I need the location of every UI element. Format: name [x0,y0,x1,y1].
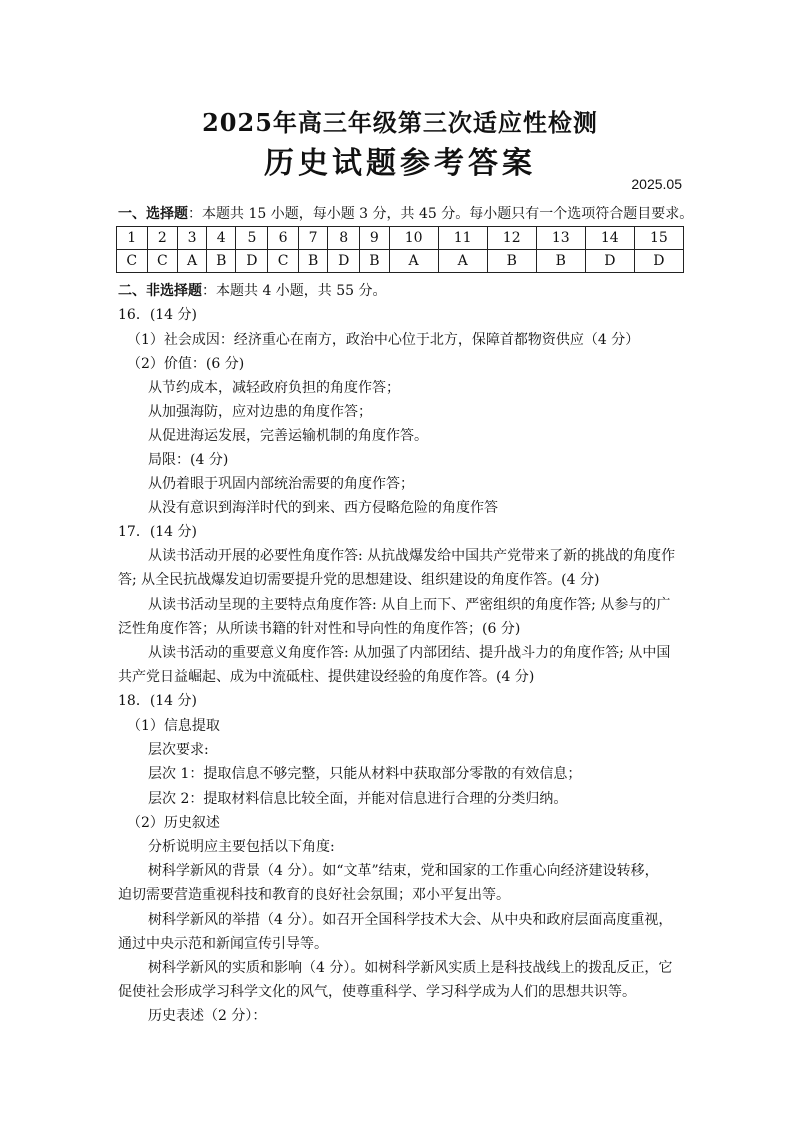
q18-level2: 层次 2：提取材料信息比较全面，并能对信息进行合理的分类归纳。 [148,791,568,807]
q18-heading: 18．(14 分) [118,693,198,709]
section1-desc: ：本题共 15 小题，每小题 3 分，共 45 分。每小题只有一个选项符合题目要求。 [188,206,694,222]
q18-level-requirements: 层次要求: [148,742,209,758]
question-number: 6 [268,227,299,250]
question-number: 4 [207,227,236,250]
q16-part2-label: （2）价值：(6 分) [127,356,245,372]
answer-cell: D [634,250,683,273]
answer-cell: A [178,250,207,273]
q18-impact-line1: 树科学新风的实质和影响（4 分）。如树科学新风实质上是科技战线上的拨乱反正，它 [148,960,673,976]
answer-table-number-row [117,227,684,250]
document-subtitle: 历史试题参考答案 [264,146,536,181]
section2-heading [118,281,387,301]
q16-part1: （1）社会成因：经济重心在南方，政治中心位于北方，保障首都物资供应（4 分） [127,332,640,348]
answer-table-answer-row [117,250,684,273]
q18-background-line2: 迫切需要营造重视科技和教育的良好社会氛围；邓小平复出等。 [118,887,510,903]
question-number: 10 [389,227,438,250]
q16-heading: 16．(14 分) [118,307,198,323]
section1-label: 一、选择题 [118,206,188,222]
q17-heading: 17．(14 分) [118,524,198,540]
q16-limit-label: 局限：(4 分) [148,452,229,468]
answer-cell: D [328,250,360,273]
answer-cell: C [268,250,299,273]
section1-heading [118,204,693,224]
question-number: 15 [634,227,683,250]
document-date: 2025.05 [631,176,682,192]
question-number: 9 [360,227,389,250]
q18-level1: 层次 1：提取信息不够完整，只能从材料中获取部分零散的有效信息； [148,766,582,782]
document-title: 2025年高三年级第三次适应性检测 [202,108,598,137]
q18-background-line1: 树科学新风的背景（4 分）。如“文革”结束，党和国家的工作重心向经济建设转移， [148,863,659,879]
q17-paragraph1-line1: 从读书活动开展的必要性角度作答: 从抗战爆发给中国共产党带来了新的挑战的角度作 [148,548,676,564]
q18-analysis-intro: 分析说明应主要包括以下角度: [148,839,335,855]
answer-cell: D [585,250,634,273]
q16-value-point: 从促进海运发展，完善运输机制的角度作答。 [148,428,428,444]
q18-measures-line1: 树科学新风的举措（4 分）。如召开全国科学技术大会、从中央和政府层面高度重视， [148,912,673,928]
question-number: 11 [438,227,487,250]
q17-paragraph3-line2: 共产党日益崛起、成为中流砥柱、提供建设经验的角度作答。(4 分) [118,669,535,685]
q18-impact-line2: 促使社会形成学习科学文化的风气，使尊重科学、学习科学成为人们的思想共识等。 [118,984,636,1000]
question-number: 14 [585,227,634,250]
question-number: 7 [298,227,327,250]
question-number: 8 [328,227,360,250]
section2-label: 二、非选择题 [118,283,202,299]
q18-expression-label: 历史表述（2 分）： [148,1008,267,1024]
q16-value-point: 从节约成本，减轻政府负担的角度作答； [148,380,400,396]
answer-cell: C [117,250,148,273]
answer-table [116,226,684,273]
answer-cell: A [438,250,487,273]
question-number: 12 [487,227,536,250]
question-number: 13 [536,227,585,250]
q18-measures-line2: 通过中央示范和新闻宣传引导等。 [118,936,328,952]
answer-cell: B [536,250,585,273]
question-number: 2 [147,227,178,250]
q16-limit-point: 从仍着眼于巩固内部统治需要的角度作答； [148,476,414,492]
answer-cell: B [298,250,327,273]
q18-part2-label: （2）历史叙述 [127,815,220,831]
answer-cell: D [236,250,268,273]
q17-paragraph2-line1: 从读书活动呈现的主要特点角度作答: 从自上而下、严密组织的角度作答; 从参与的广 [148,597,671,613]
section2-desc: ：本题共 4 小题，共 55 分。 [202,283,387,299]
question-number: 1 [117,227,148,250]
q16-limit-point: 从没有意识到海洋时代的到来、西方侵略危险的角度作答 [148,500,498,516]
q17-paragraph3-line1: 从读书活动的重要意义角度作答: 从加强了内部团结、提升战斗力的角度作答; 从中国 [148,645,671,661]
answer-cell: C [147,250,178,273]
answer-cell: A [389,250,438,273]
question-number: 3 [178,227,207,250]
q16-value-point: 从加强海防，应对边患的角度作答； [148,404,372,420]
q18-part1-label: （1）信息提取 [127,718,220,734]
answer-cell: B [360,250,389,273]
answer-cell: B [207,250,236,273]
q17-paragraph1-line2: 答; 从全民抗战爆发迫切需要提升党的思想建设、组织建设的角度作答。(4 分) [118,572,600,588]
q17-paragraph2-line2: 泛性角度作答；从所读书籍的针对性和导向性的角度作答；(6 分) [118,621,521,637]
answer-cell: B [487,250,536,273]
question-number: 5 [236,227,268,250]
